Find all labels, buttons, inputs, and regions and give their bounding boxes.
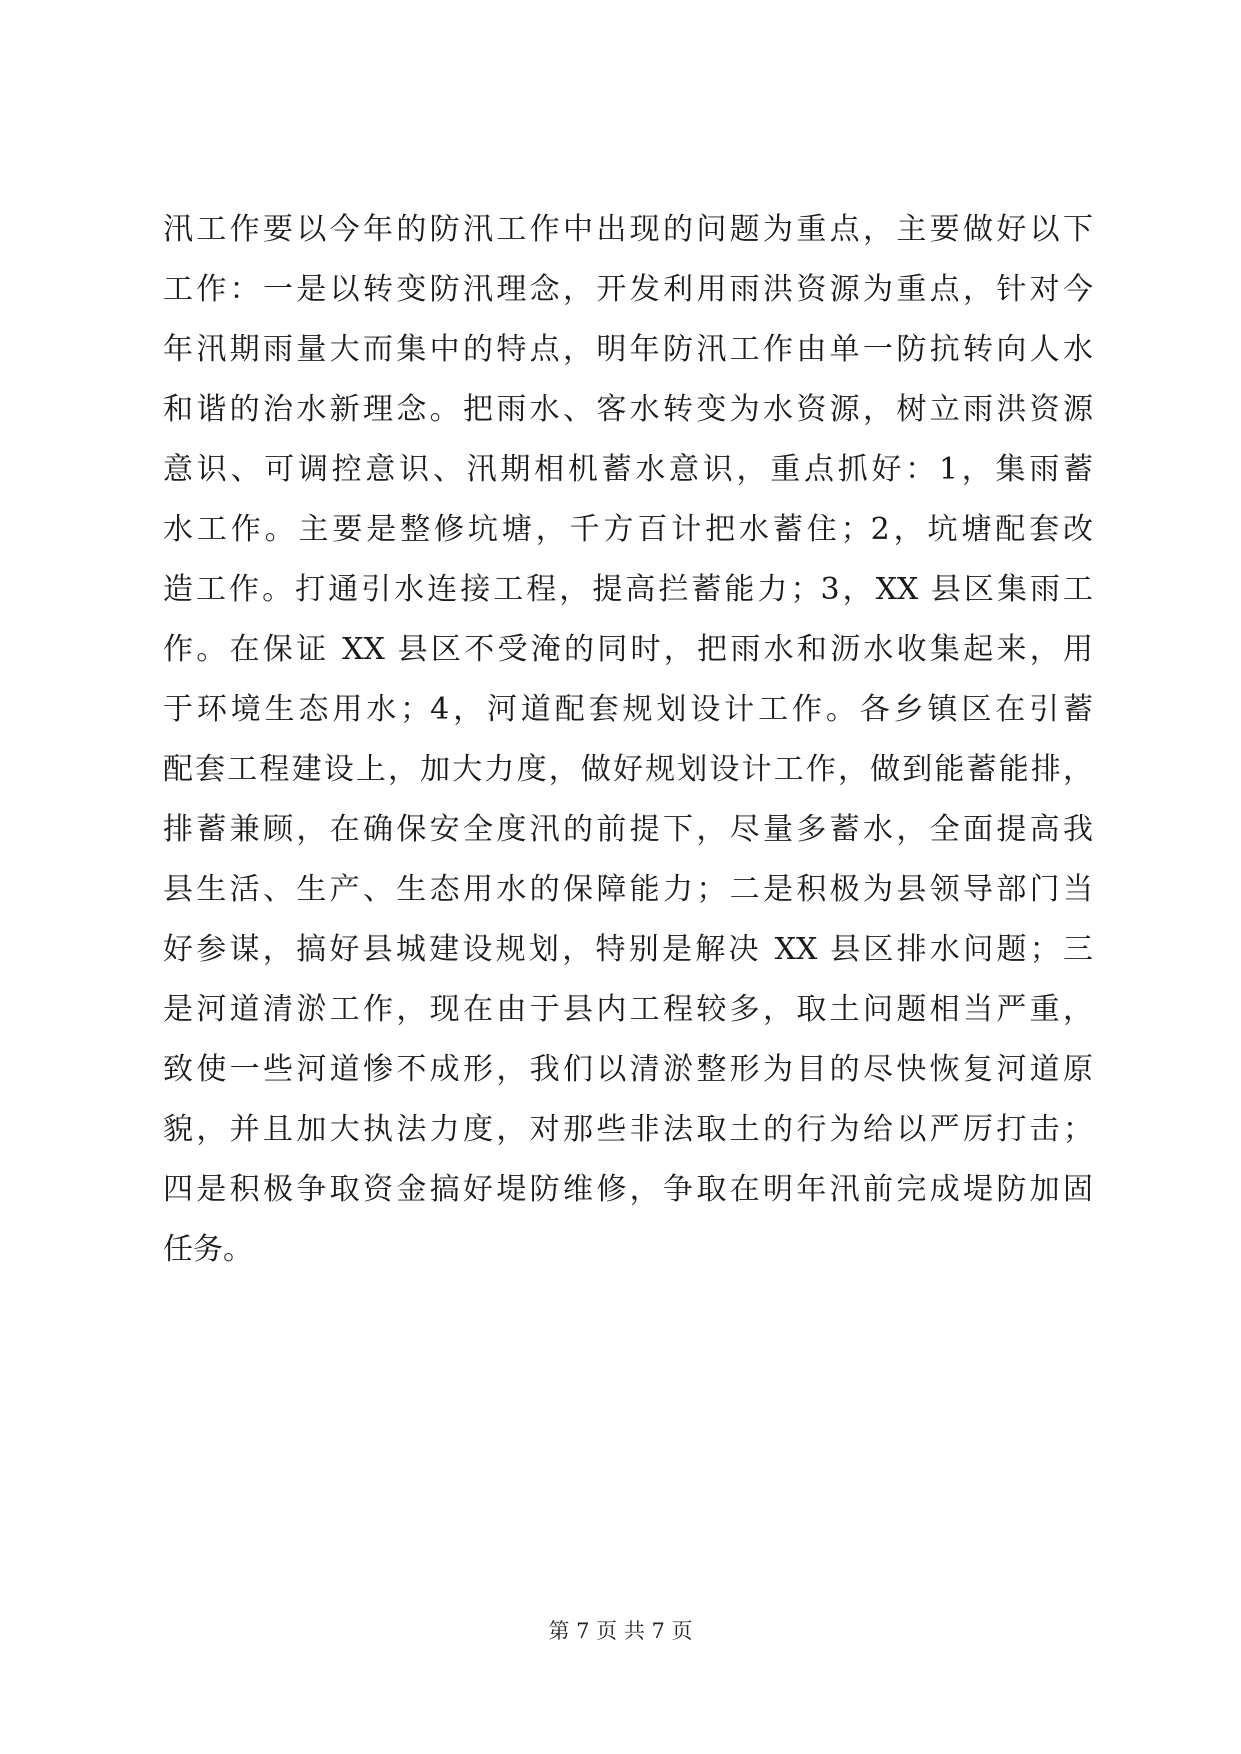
text-line: 作。在保证 XX 县区不受淹的同时，把雨水和沥水收集起来，用 bbox=[163, 632, 1093, 667]
text-line: 工作：一是以转变防汛理念，开发利用雨洪资源为重点，针对今 bbox=[163, 272, 1093, 307]
text-line: 汛工作要以今年的防汛工作中出现的问题为重点，主要做好以下 bbox=[163, 212, 1093, 247]
text-line: 年汛期雨量大而集中的特点，明年防汛工作由单一防抗转向人水 bbox=[163, 332, 1093, 367]
text-line: 是河道清淤工作，现在由于县内工程较多，取土问题相当严重， bbox=[163, 992, 1093, 1027]
text-line: 貌，并且加大执法力度，对那些非法取土的行为给以严厉打击； bbox=[163, 1112, 1093, 1147]
text-line: 意识、可调控意识、汛期相机蓄水意识，重点抓好：1，集雨蓄 bbox=[163, 452, 1093, 487]
text-line: 好参谋，搞好县城建设规划，特别是解决 XX 县区排水问题；三 bbox=[163, 932, 1093, 967]
body-text bbox=[163, 200, 1093, 1280]
text-line: 和谐的治水新理念。把雨水、客水转变为水资源，树立雨洪资源 bbox=[163, 392, 1093, 427]
text-line: 四是积极争取资金搞好堤防维修，争取在明年汛前完成堤防加固 bbox=[163, 1172, 1093, 1207]
text-line: 于环境生态用水；4，河道配套规划设计工作。各乡镇区在引蓄 bbox=[163, 692, 1093, 727]
text-line: 县生活、生产、生态用水的保障能力；二是积极为县领导部门当 bbox=[163, 872, 1093, 907]
text-line: 造工作。打通引水连接工程，提高拦蓄能力；3，XX 县区集雨工 bbox=[163, 572, 1093, 607]
text-line: 配套工程建设上，加大力度，做好规划设计工作，做到能蓄能排， bbox=[163, 752, 1093, 787]
text-line: 排蓄兼顾，在确保安全度汛的前提下，尽量多蓄水，全面提高我 bbox=[163, 812, 1093, 847]
page-number: 第 7 页 共 7 页 bbox=[548, 1619, 693, 1643]
text-line: 致使一些河道惨不成形，我们以清淤整形为目的尽快恢复河道原 bbox=[163, 1052, 1093, 1087]
text-line: 任务。 bbox=[163, 1232, 253, 1267]
text-line: 水工作。主要是整修坑塘，千方百计把水蓄住；2，坑塘配套改 bbox=[163, 512, 1093, 547]
